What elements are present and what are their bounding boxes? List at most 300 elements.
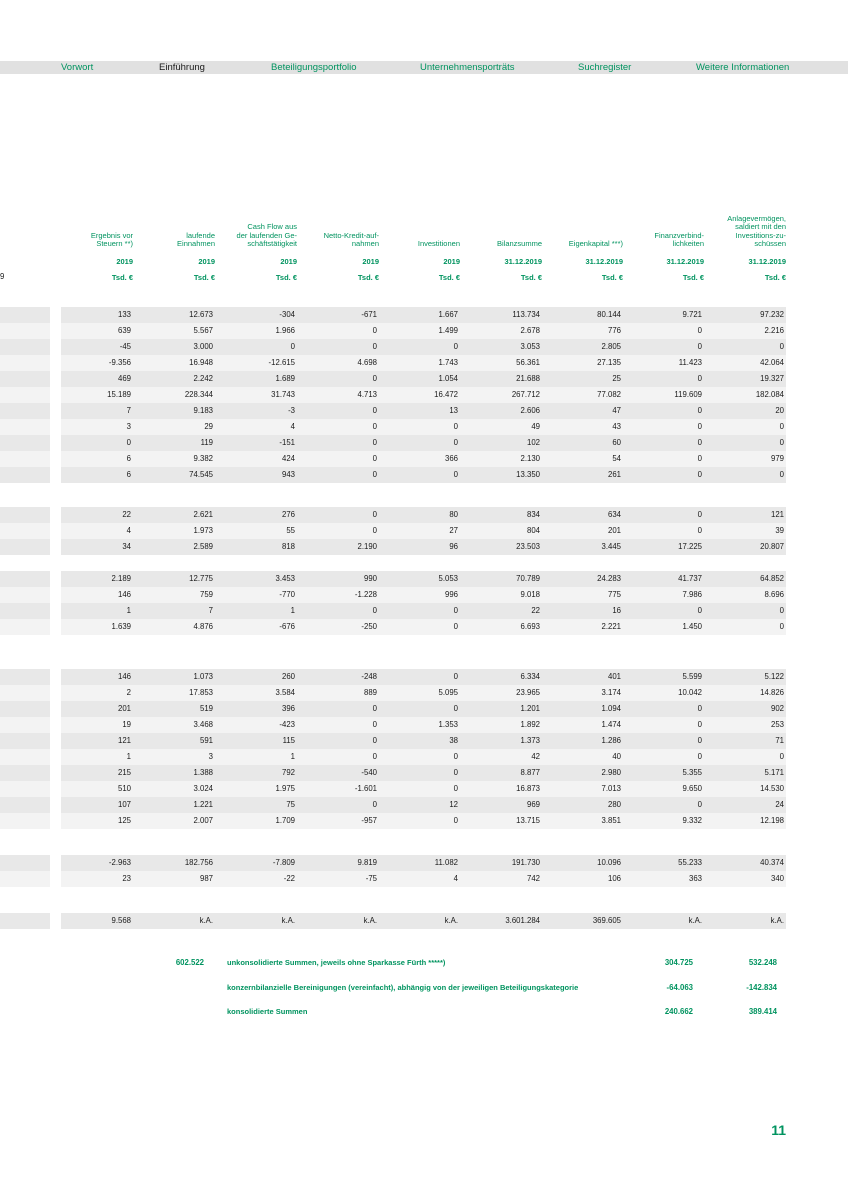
table-cell: -671 — [361, 310, 377, 319]
table-cell: 0 — [453, 784, 458, 793]
table-cell: 20.807 — [760, 542, 784, 551]
table-row — [61, 403, 786, 419]
column-year: 2019 — [280, 257, 297, 266]
column-header-line: schäftstätigkeit — [247, 239, 297, 249]
table-cell: 1.450 — [682, 622, 702, 631]
table-cell: 943 — [281, 470, 295, 479]
table-cell: 0 — [453, 622, 458, 631]
column-header — [418, 240, 460, 249]
row-stub-shade — [0, 855, 50, 871]
table-cell: 0 — [697, 342, 702, 351]
table-cell: k.A. — [199, 916, 213, 925]
table-cell: 80 — [449, 510, 458, 519]
table-cell: 0 — [372, 704, 377, 713]
table-cell: 5.122 — [764, 672, 784, 681]
table-cell: 10.042 — [678, 688, 702, 697]
table-cell: 191.730 — [511, 858, 540, 867]
table-cell: 0 — [372, 374, 377, 383]
table-cell: 0 — [697, 438, 702, 447]
table-cell: 0 — [697, 736, 702, 745]
table-cell: 60 — [612, 438, 621, 447]
table-cell: 0 — [697, 422, 702, 431]
row-stub-shade — [0, 507, 50, 523]
column-year: 2019 — [443, 257, 460, 266]
table-cell: 742 — [526, 874, 540, 883]
table-cell: 2.589 — [193, 542, 213, 551]
row-stub-shade — [0, 355, 50, 371]
table-cell: 17.225 — [678, 542, 702, 551]
table-cell: 9.568 — [111, 916, 131, 925]
table-cell: 1.973 — [193, 526, 213, 535]
table-cell: 23.965 — [516, 688, 540, 697]
nav-link-vorwort[interactable]: Vorwort — [61, 62, 94, 73]
table-cell: -22 — [283, 874, 295, 883]
table-cell: 29 — [204, 422, 213, 431]
table-cell: 0 — [697, 800, 702, 809]
table-cell: 990 — [363, 574, 377, 583]
column-header-line: nahmen — [351, 239, 379, 249]
table-cell: 2.606 — [520, 406, 540, 415]
table-row — [61, 701, 786, 717]
table-cell: 41.737 — [678, 574, 702, 583]
table-cell: 0 — [453, 438, 458, 447]
table-cell: 27 — [449, 526, 458, 535]
table-cell: 113.734 — [512, 310, 540, 319]
table-cell: 13 — [449, 406, 458, 415]
table-cell: 889 — [363, 688, 377, 697]
table-cell: 0 — [372, 526, 377, 535]
table-cell: 519 — [199, 704, 213, 713]
row-stub-shade — [0, 685, 50, 701]
table-cell: 9.332 — [682, 816, 702, 825]
table-cell: 5.053 — [438, 574, 458, 583]
table-cell: k.A. — [363, 916, 377, 925]
table-cell: 0 — [697, 406, 702, 415]
table-row — [61, 717, 786, 733]
table-cell: 102 — [526, 438, 540, 447]
table-cell: 15.189 — [107, 390, 131, 399]
table-cell: 0 — [372, 510, 377, 519]
table-row — [61, 669, 786, 685]
table-cell: 996 — [444, 590, 458, 599]
nav-link-beteiligungsportfolio[interactable]: Beteiligungsportfolio — [271, 62, 357, 73]
table-cell: -151 — [279, 438, 295, 447]
table-cell: 11.423 — [678, 358, 702, 367]
column-unit: Tsd. € — [111, 273, 133, 282]
table-cell: 97.232 — [760, 310, 784, 319]
table-cell: 0 — [697, 470, 702, 479]
table-cell: 5.095 — [438, 688, 458, 697]
table-cell: -2.963 — [108, 858, 131, 867]
table-cell: -250 — [361, 622, 377, 631]
table-cell: 834 — [526, 510, 540, 519]
table-cell: 1.388 — [193, 768, 213, 777]
table-cell: k.A. — [688, 916, 702, 925]
table-cell: 119 — [200, 438, 213, 447]
table-cell: 0 — [697, 510, 702, 519]
table-cell: 2.007 — [193, 816, 213, 825]
table-row — [61, 339, 786, 355]
table-cell: 969 — [526, 800, 540, 809]
table-cell: 119.609 — [674, 390, 702, 399]
table-cell: 22 — [122, 510, 131, 519]
table-cell: 2.678 — [520, 326, 540, 335]
table-cell: 1.689 — [275, 374, 295, 383]
row-stub-shade — [0, 307, 50, 323]
table-cell: 759 — [199, 590, 213, 599]
table-cell: 228.344 — [184, 390, 213, 399]
table-cell: 0 — [453, 768, 458, 777]
table-cell: 0 — [453, 752, 458, 761]
table-cell: 146 — [117, 672, 131, 681]
table-cell: 55.233 — [678, 858, 702, 867]
row-stub-shade — [0, 669, 50, 685]
row-stub-shade — [0, 339, 50, 355]
table-cell: 24 — [775, 800, 784, 809]
table-cell: 96 — [449, 542, 458, 551]
table-cell: 9.183 — [193, 406, 213, 415]
table-cell: -3 — [288, 406, 295, 415]
table-cell: 215 — [117, 768, 131, 777]
table-cell: 54 — [612, 454, 621, 463]
table-cell: 9.018 — [520, 590, 540, 599]
table-cell: 14.530 — [760, 784, 784, 793]
table-cell: 261 — [607, 470, 621, 479]
table-cell: 369.605 — [592, 916, 621, 925]
column-header — [177, 232, 215, 249]
table-cell: 3.468 — [193, 720, 213, 729]
table-cell: 7.013 — [601, 784, 621, 793]
table-cell: 0 — [372, 752, 377, 761]
column-header-line: Bilanzsumme — [496, 239, 542, 249]
summary-finanz-bereinigungen: -64.063 — [666, 983, 693, 992]
table-row — [61, 797, 786, 813]
nav-link-unternehmensportraets[interactable]: Unternehmensporträts — [420, 62, 515, 73]
table-cell: 1.499 — [438, 326, 458, 335]
table-cell: 47 — [612, 406, 621, 415]
table-row — [61, 307, 786, 323]
row-stub-shade — [0, 387, 50, 403]
table-cell: 2.980 — [601, 768, 621, 777]
table-cell: 107 — [117, 800, 131, 809]
table-cell: 5.355 — [682, 768, 702, 777]
table-cell: 2.621 — [193, 510, 213, 519]
table-cell: 0 — [779, 622, 784, 631]
table-cell: 1.073 — [193, 672, 213, 681]
table-cell: 1.639 — [111, 622, 131, 631]
column-header-line: Cash Flow aus — [247, 222, 297, 232]
table-row — [61, 813, 786, 829]
table-cell: 0 — [697, 326, 702, 335]
table-cell: 0 — [372, 326, 377, 335]
table-cell: 133 — [117, 310, 131, 319]
column-year: 31.12.2019 — [504, 257, 542, 266]
table-cell: 3.024 — [193, 784, 213, 793]
table-cell: 14.826 — [760, 688, 784, 697]
table-cell: 23.503 — [516, 542, 540, 551]
table-cell: 20 — [775, 406, 784, 415]
table-cell: 0 — [779, 438, 784, 447]
table-row — [61, 451, 786, 467]
column-header-line: der laufenden Ge- — [236, 230, 297, 240]
table-row — [61, 619, 786, 635]
table-cell: 3.053 — [520, 342, 540, 351]
table-row — [61, 467, 786, 483]
summary-einnahmen-total: 602.522 — [175, 958, 204, 967]
table-cell: 42 — [531, 752, 540, 761]
nav-link-weitere-informationen[interactable]: Weitere Informationen — [696, 62, 790, 73]
table-cell: 10.096 — [597, 858, 621, 867]
table-cell: 979 — [770, 454, 784, 463]
table-cell: 77.082 — [597, 390, 621, 399]
column-unit: Tsd. € — [357, 273, 379, 282]
table-cell: 1 — [290, 606, 295, 615]
table-cell: 5.599 — [682, 672, 702, 681]
table-cell: 6.693 — [520, 622, 540, 631]
table-cell: 9.721 — [682, 310, 702, 319]
row-stub-shade — [0, 419, 50, 435]
column-unit: Tsd. € — [275, 273, 297, 282]
table-cell: 25 — [612, 374, 621, 383]
table-cell: 775 — [607, 590, 621, 599]
row-stub-shade — [0, 523, 50, 539]
table-cell: 3.174 — [601, 688, 621, 697]
table-cell: -957 — [361, 816, 377, 825]
column-year: 31.12.2019 — [748, 257, 786, 266]
table-cell: 0 — [453, 704, 458, 713]
table-cell: 776 — [607, 326, 621, 335]
table-cell: 21.688 — [516, 374, 540, 383]
table-cell: -12.615 — [268, 358, 295, 367]
table-cell: 469 — [117, 374, 131, 383]
column-unit: Tsd. € — [601, 273, 623, 282]
column-year: 2019 — [198, 257, 215, 266]
table-cell: 3 — [208, 752, 213, 761]
table-cell: 902 — [770, 704, 784, 713]
table-cell: 1.286 — [601, 736, 621, 745]
column-unit: Tsd. € — [764, 273, 786, 282]
table-cell: 1 — [290, 752, 295, 761]
table-cell: k.A. — [770, 916, 784, 925]
table-cell: 182.084 — [755, 390, 784, 399]
table-row — [61, 587, 786, 603]
table-cell: 0 — [779, 752, 784, 761]
table-cell: 12.775 — [189, 574, 213, 583]
table-row — [61, 523, 786, 539]
column-header — [237, 223, 297, 249]
column-year: 2019 — [362, 257, 379, 266]
table-cell: 276 — [281, 510, 295, 519]
table-cell: 5.567 — [193, 326, 213, 335]
table-cell: 2.130 — [520, 454, 540, 463]
table-row — [61, 435, 786, 451]
row-stub-shade — [0, 717, 50, 733]
row-stub-shade — [0, 781, 50, 797]
table-cell: 1.667 — [438, 310, 458, 319]
row-stub-shade — [0, 571, 50, 587]
column-header-line: Einnahmen — [177, 239, 215, 249]
table-cell: 9.382 — [193, 454, 213, 463]
column-year: 31.12.2019 — [666, 257, 704, 266]
column-unit: Tsd. € — [438, 273, 460, 282]
table-cell: 2.216 — [764, 326, 784, 335]
table-cell: 201 — [607, 526, 621, 535]
table-cell: 7.986 — [682, 590, 702, 599]
table-cell: 1.966 — [275, 326, 295, 335]
table-cell: 3.851 — [601, 816, 621, 825]
table-cell: 639 — [117, 326, 131, 335]
table-cell: 280 — [607, 800, 621, 809]
table-cell: 16 — [612, 606, 621, 615]
nav-link-suchregister[interactable]: Suchregister — [578, 62, 632, 73]
column-header — [727, 215, 786, 249]
table-cell: 19.327 — [760, 374, 784, 383]
table-cell: k.A. — [444, 916, 458, 925]
table-cell: 74.545 — [189, 470, 213, 479]
table-cell: 0 — [453, 606, 458, 615]
table-cell: 2 — [126, 688, 131, 697]
table-cell: -676 — [279, 622, 295, 631]
table-cell: 6 — [126, 454, 131, 463]
column-header — [497, 240, 542, 249]
column-header-line: saldiert mit den — [735, 222, 786, 232]
table-cell: 56.361 — [516, 358, 540, 367]
table-row — [61, 355, 786, 371]
table-cell: -540 — [361, 768, 377, 777]
column-header-line: Anlagevermögen, — [727, 213, 786, 223]
table-cell: 0 — [697, 606, 702, 615]
table-cell: 5.171 — [764, 768, 784, 777]
table-cell: 8.877 — [520, 768, 540, 777]
table-row — [61, 419, 786, 435]
row-stub-shade — [0, 451, 50, 467]
table-row — [61, 733, 786, 749]
table-cell: -7.809 — [272, 858, 295, 867]
table-cell: 1.975 — [275, 784, 295, 793]
table-cell: 125 — [117, 816, 131, 825]
column-year: 2019 — [116, 257, 133, 266]
table-cell: 17.853 — [189, 688, 213, 697]
summary-anlage-unkonsolidiert: 532.248 — [748, 958, 777, 967]
table-cell: 6.334 — [520, 672, 540, 681]
column-header — [91, 232, 133, 249]
row-stub-shade — [0, 797, 50, 813]
table-cell: 115 — [282, 736, 295, 745]
table-cell: -45 — [119, 342, 131, 351]
table-cell: 1.201 — [520, 704, 540, 713]
column-header-line: Finanzverbind- — [654, 230, 704, 240]
column-header-line: Investitions-zu- — [735, 230, 786, 240]
table-cell: -248 — [361, 672, 377, 681]
table-cell: 4.876 — [193, 622, 213, 631]
table-row — [61, 371, 786, 387]
row-stub-shade — [0, 371, 50, 387]
table-cell: 13.350 — [516, 470, 540, 479]
table-cell: 0 — [372, 800, 377, 809]
table-cell: -75 — [365, 874, 377, 883]
column-header-line: Eigenkapital ***) — [568, 239, 623, 249]
table-cell: -1.601 — [354, 784, 377, 793]
table-cell: 0 — [453, 816, 458, 825]
column-header — [654, 232, 704, 249]
table-cell: 0 — [779, 606, 784, 615]
column-unit: Tsd. € — [520, 273, 542, 282]
table-cell: 2.242 — [193, 374, 213, 383]
table-cell: 0 — [779, 422, 784, 431]
table-cell: 396 — [281, 704, 295, 713]
table-cell: 260 — [281, 672, 295, 681]
table-cell: 39 — [775, 526, 784, 535]
table-cell: 24.283 — [597, 574, 621, 583]
table-cell: 12.673 — [189, 310, 213, 319]
table-cell: 9.650 — [682, 784, 702, 793]
table-cell: 0 — [697, 526, 702, 535]
table-cell: 40.374 — [760, 858, 784, 867]
row-stub-shade — [0, 603, 50, 619]
table-cell: 55 — [286, 526, 295, 535]
table-cell: 1 — [126, 752, 131, 761]
row-stub-shade — [0, 539, 50, 555]
table-cell: 75 — [286, 800, 295, 809]
table-row — [61, 913, 786, 929]
table-cell: 804 — [526, 526, 540, 535]
table-cell: 401 — [607, 672, 621, 681]
navigation-bar — [0, 61, 848, 74]
table-row — [61, 323, 786, 339]
table-cell: 1.094 — [601, 704, 621, 713]
column-header-line: schüssen — [754, 239, 786, 249]
table-cell: 818 — [281, 542, 295, 551]
column-header-line: lichkeiten — [672, 239, 704, 249]
table-cell: 0 — [453, 422, 458, 431]
table-cell: 1.221 — [193, 800, 213, 809]
table-cell: 71 — [775, 736, 784, 745]
table-cell: 1.353 — [438, 720, 458, 729]
table-cell: 16.948 — [189, 358, 213, 367]
column-unit: Tsd. € — [193, 273, 215, 282]
table-cell: 49 — [531, 422, 540, 431]
column-header — [569, 240, 623, 249]
table-cell: 7 — [126, 406, 131, 415]
nav-link-einfuehrung[interactable]: Einführung — [159, 62, 205, 73]
table-cell: 13.715 — [516, 816, 540, 825]
table-cell: 0 — [372, 736, 377, 745]
table-cell: -1.228 — [354, 590, 377, 599]
table-cell: 31.743 — [271, 390, 295, 399]
table-row — [61, 871, 786, 887]
table-cell: 2.189 — [111, 574, 131, 583]
table-cell: 0 — [697, 454, 702, 463]
table-cell: 11.082 — [434, 858, 458, 867]
table-cell: 64.852 — [760, 574, 784, 583]
table-cell: 40 — [612, 752, 621, 761]
summary-finanz-unkonsolidiert: 304.725 — [664, 958, 693, 967]
table-cell: 0 — [697, 374, 702, 383]
table-cell: 0 — [779, 470, 784, 479]
summary-finanz-konsolidiert: 240.662 — [664, 1007, 693, 1016]
left-stub-fragment: 9 — [0, 272, 5, 281]
table-cell: 3.584 — [275, 688, 295, 697]
table-cell: 4 — [126, 526, 131, 535]
table-cell: 3.601.284 — [505, 916, 540, 925]
table-row — [61, 765, 786, 781]
table-cell: 0 — [697, 704, 702, 713]
table-cell: 6 — [126, 470, 131, 479]
table-row — [61, 507, 786, 523]
table-cell: 0 — [453, 470, 458, 479]
column-unit: Tsd. € — [682, 273, 704, 282]
table-cell: 0 — [779, 342, 784, 351]
